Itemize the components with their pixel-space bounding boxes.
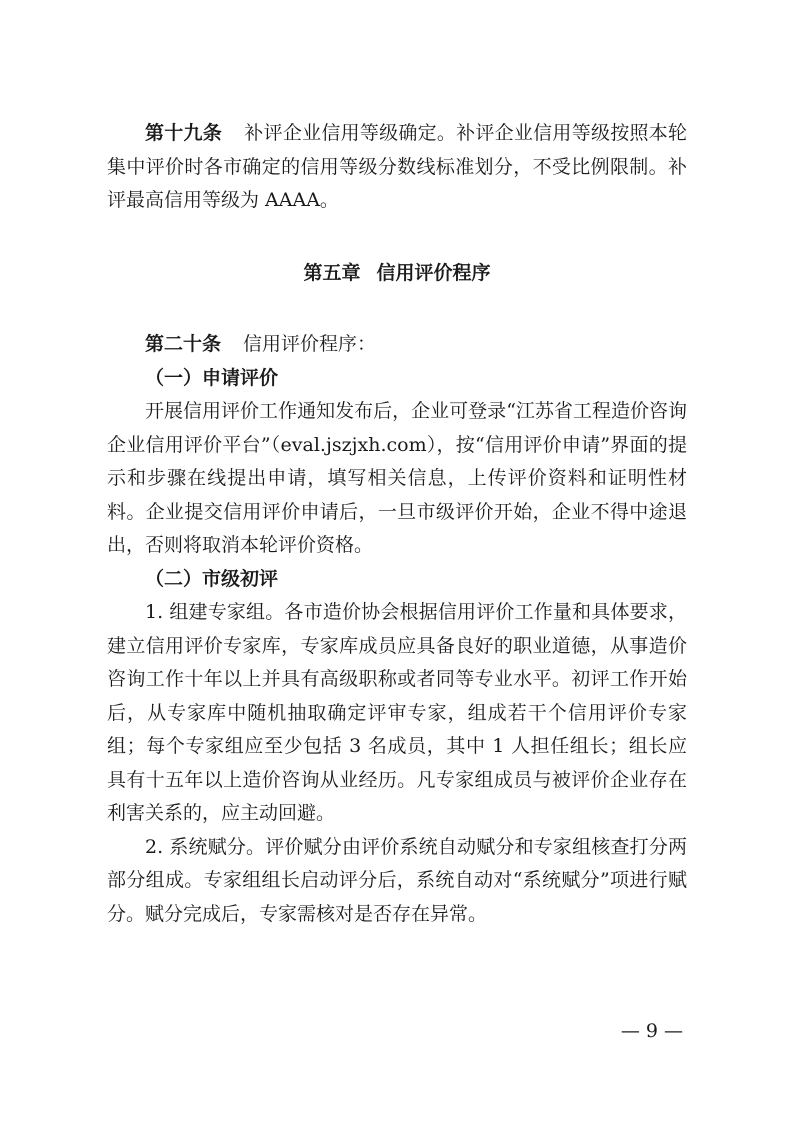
article-19-label: 第十九条 xyxy=(145,122,223,144)
article-19-text: 补评企业信用等级确定。补评企业信用等级按照本轮集中评价时各市确定的信用等级分数线标准划分，不受比例限制。补评最高信用等级为 AAAA。 xyxy=(107,122,687,211)
document-body xyxy=(107,117,687,931)
section-1-text: 开展信用评价工作通知发布后，企业可登录“江苏省工程造价咨询企业信用评价平台”（eval.jszjxh.com），按“信用评价申请”界面的提示和步骤在线提出申请，填写相关信息，上传评价资料和证明性材料。企业提交信用评价申请后，一旦市级评价开始，企业不得中途退出，否则将取消本轮评价资格。 xyxy=(107,400,687,556)
section-2-item-1: 1. 组建专家组。各市造价协会根据信用评价工作量和具体要求，建立信用评价专家库，专家库成员应具备良好的职业道德，从事造价咨询工作十年以上并具有高级职称或者同等专业水平。初评工作开始后，从专家库中随机抽取确定评审专家，组成若干个信用评价专家组；每个专家组应至少包括 3 名成员，其中 1 人担任组长；组长应具有十五年以上造价咨询从业经历。凡专家组成员与被评价企业存在利害关系的，应主动回避。 xyxy=(107,601,687,824)
article-20-label: 第二十条 xyxy=(145,333,222,355)
article-19 xyxy=(107,117,687,218)
chapter-heading xyxy=(107,257,687,291)
page-number: — 9 — xyxy=(620,1020,683,1042)
chapter-title: 信用评价程序 xyxy=(376,261,491,284)
chapter-number: 第五章 xyxy=(303,261,361,284)
article-20 xyxy=(107,328,687,362)
section-1-heading: （一）申请评价 xyxy=(145,366,279,389)
section-2-item-2: 2. 系统赋分。评价赋分由评价系统自动赋分和专家组核查打分两部分组成。专家组组长启动评分后，系统自动对“系统赋分”项进行赋分。赋分完成后，专家需核对是否存在异常。 xyxy=(107,835,687,925)
section-2-heading: （二）市级初评 xyxy=(145,567,279,590)
article-20-text: 信用评价程序： xyxy=(243,333,377,355)
